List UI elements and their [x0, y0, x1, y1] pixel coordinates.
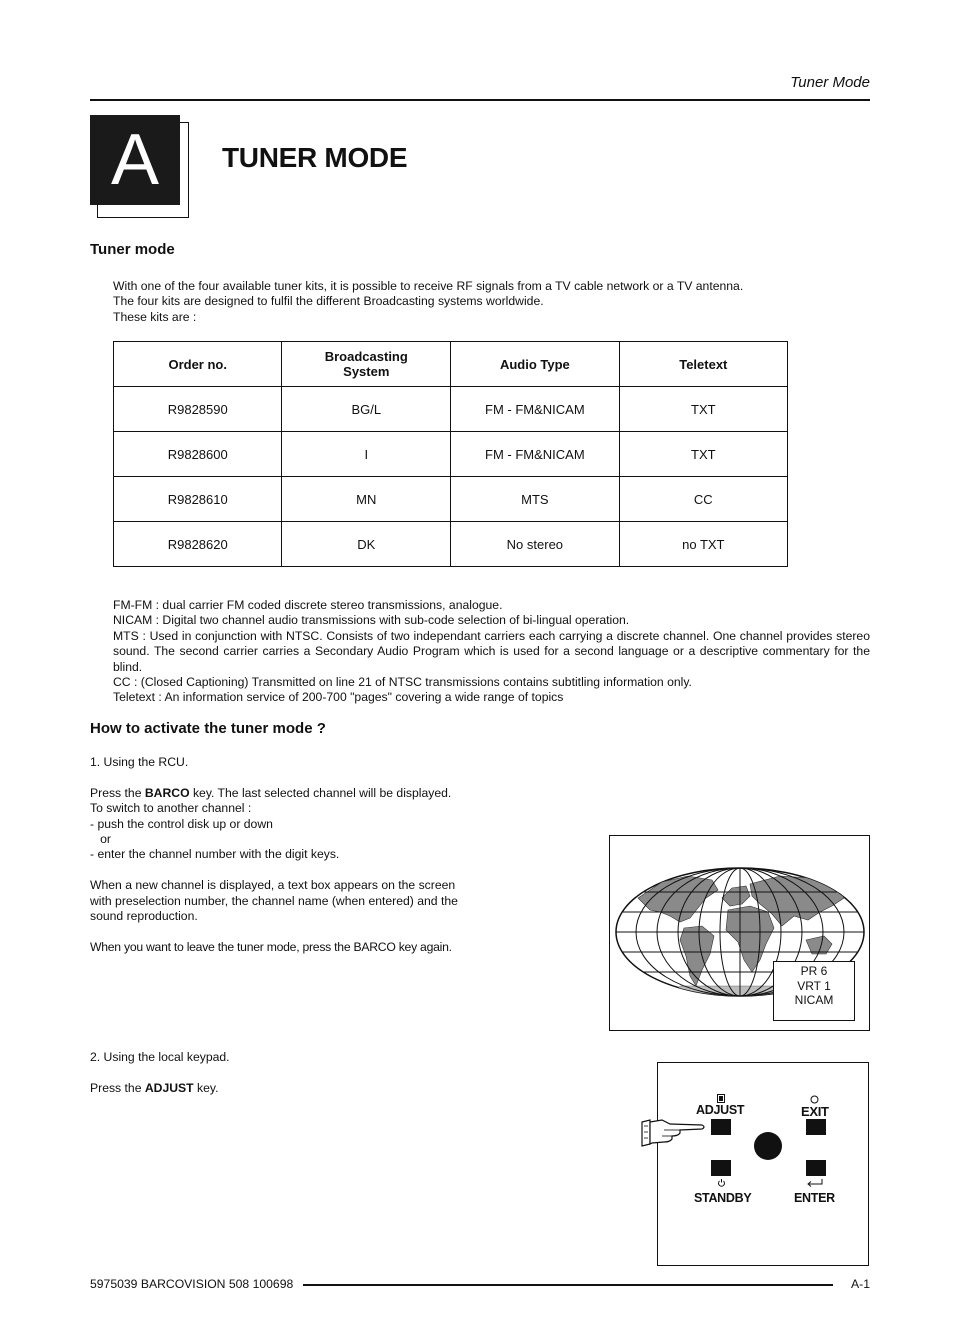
channel-name: VRT 1 [797, 978, 831, 993]
barco-key-name: BARCO [144, 785, 190, 800]
intro-paragraph [113, 279, 813, 325]
section-heading-tuner-mode: Tuner mode [90, 241, 175, 258]
chapter-title: TUNER MODE [222, 142, 408, 173]
keypad-instructions [90, 1050, 490, 1096]
leave-tuner-line: When you want to leave the tuner mode, press the BARCO key again. [90, 939, 452, 954]
table-header-row [114, 342, 788, 387]
column-header: Broadcasting System [282, 342, 451, 387]
channel-info-textbox [773, 961, 855, 1021]
table-cell: R9828610 [114, 477, 282, 522]
table-row [114, 387, 788, 432]
instruction-line: or [90, 832, 111, 847]
table-cell: DK [282, 522, 451, 567]
textbox-line: sound reproduction. [90, 909, 198, 924]
exit-key[interactable] [806, 1119, 826, 1135]
sound-mode: NICAM [794, 993, 834, 1007]
table-cell: I [282, 432, 451, 477]
table-cell: MN [282, 477, 451, 522]
press-adjust-line: Press the ADJUST key. [90, 1080, 219, 1095]
table-cell: No stereo [451, 522, 619, 567]
table-cell: FM - FM&NICAM [451, 432, 619, 477]
indicator-button [754, 1132, 782, 1160]
table-row [114, 477, 788, 522]
rcu-instructions [90, 755, 490, 955]
column-header: Teletext [619, 342, 787, 387]
pointing-hand-icon [640, 1116, 708, 1148]
instruction-line: - enter the channel number with the digit keys. [90, 847, 340, 862]
intro-line: These kits are : [113, 309, 197, 324]
adjust-icon [717, 1094, 725, 1103]
exit-icon [810, 1095, 819, 1104]
page-number: A-1 [851, 1277, 870, 1291]
tuner-kits-table [113, 341, 788, 567]
intro-line: With one of the four available tuner kits, it is possible to receive RF signals from a TV cable network or a TV antenna. [113, 279, 744, 293]
press-barco-line: Press the BARCO key. The last selected channel will be displayed. [90, 785, 452, 800]
table-cell: R9828600 [114, 432, 282, 477]
running-title: Tuner Mode [790, 74, 870, 91]
enter-key[interactable] [806, 1160, 826, 1176]
footer-rule [303, 1284, 833, 1286]
instruction-line: - push the control disk up or down [90, 816, 273, 831]
abbreviation-notes [113, 598, 870, 706]
table-cell: R9828620 [114, 522, 282, 567]
chapter-letter: A [90, 115, 180, 205]
enter-arrow-icon [806, 1178, 824, 1187]
table-row [114, 432, 788, 477]
step-title: 1. Using the RCU. [90, 755, 189, 769]
preset-number: PR 6 [800, 964, 828, 978]
adjust-key-name: ADJUST [144, 1080, 194, 1095]
footer-document-id: 5975039 BARCOVISION 508 100698 [90, 1277, 294, 1291]
standby-key-label: STANDBY [694, 1191, 752, 1205]
enter-key-label: ENTER [794, 1191, 835, 1205]
step-title: 2. Using the local keypad. [90, 1050, 230, 1064]
note-teletext: Teletext : An information service of 200-700 "pages" covering a wide range of topics [113, 690, 564, 705]
section-heading-activate: How to activate the tuner mode ? [90, 720, 326, 737]
header-rule [90, 99, 870, 101]
note-cc: CC : (Closed Captioning) Transmitted on line 21 of NTSC transmissions contains subtitling information only. [113, 675, 692, 690]
local-keypad-figure [657, 1062, 869, 1266]
table-cell: FM - FM&NICAM [451, 387, 619, 432]
standby-key[interactable] [711, 1160, 731, 1176]
exit-key-label: EXIT [801, 1104, 829, 1119]
table-cell: R9828590 [114, 387, 282, 432]
textbox-line: with preselection number, the channel name (when entered) and the [90, 893, 458, 908]
table-cell: MTS [451, 477, 619, 522]
table-cell: no TXT [619, 522, 787, 567]
note-fm-fm: FM-FM : dual carrier FM coded discrete stereo transmissions, analogue. [113, 598, 503, 612]
note-nicam: NICAM : Digital two channel audio transmissions with sub-code selection of bi-lingual operation. [113, 613, 630, 628]
table-cell: BG/L [282, 387, 451, 432]
adjust-key-label: ADJUST [696, 1103, 745, 1117]
column-header: Order no. [114, 342, 282, 387]
adjust-key[interactable] [711, 1119, 731, 1135]
table-row [114, 522, 788, 567]
table-cell: TXT [619, 432, 787, 477]
textbox-line: When a new channel is displayed, a text box appears on the screen [90, 878, 456, 893]
power-icon [717, 1178, 726, 1187]
instruction-line: To switch to another channel : [90, 801, 252, 816]
table-cell: CC [619, 477, 787, 522]
table-cell: TXT [619, 387, 787, 432]
note-mts: MTS : Used in conjunction with NTSC. Consists of two independant carriers each carrying a discrete channel. One channel provides stereo sound. The second carrier carries a Secondary Audio Program which is used for a second language or a descriptive commentary for the blind. [113, 628, 870, 674]
column-header: Audio Type [451, 342, 619, 387]
intro-line: The four kits are designed to fulfil the different Broadcasting systems worldwide. [113, 294, 544, 309]
